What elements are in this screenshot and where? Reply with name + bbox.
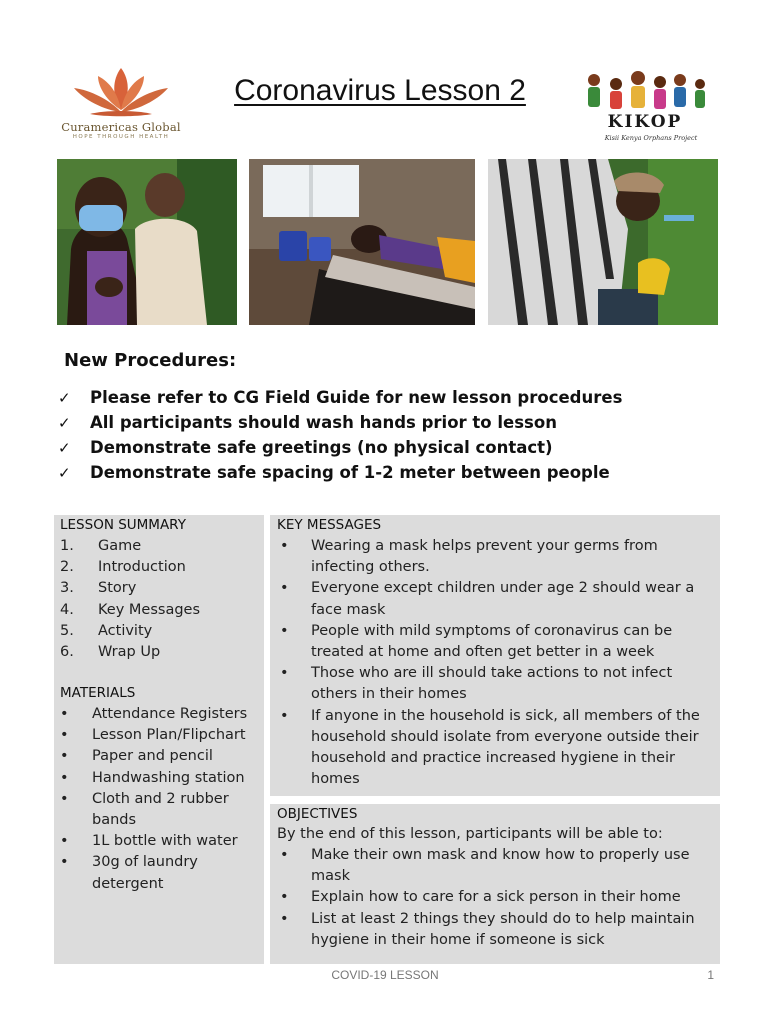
list-item bbox=[60, 557, 200, 578]
list-item bbox=[277, 536, 715, 578]
kikop-subtitle: Kisii Kenya Orphans Project bbox=[604, 134, 698, 142]
logo-tagline-text: HOPE THROUGH HEALTH bbox=[72, 134, 170, 140]
item-label: 30g of laundry detergent bbox=[92, 854, 198, 892]
bullet-icon: • bbox=[60, 833, 69, 850]
objectives-panel bbox=[270, 804, 720, 964]
item-label: Everyone except children under age 2 should wear a face mask bbox=[311, 580, 695, 618]
list-item bbox=[277, 663, 715, 705]
bullet-icon: • bbox=[280, 910, 289, 927]
list-item bbox=[60, 725, 260, 746]
bullet-icon: • bbox=[60, 748, 69, 765]
bullet-icon: • bbox=[280, 538, 289, 554]
lotus-logo-icon bbox=[68, 66, 174, 118]
page-title: Coronavirus Lesson 2 bbox=[234, 74, 526, 107]
item-label: Attendance Registers bbox=[92, 706, 248, 722]
list-item bbox=[60, 704, 260, 725]
item-label: Introduction bbox=[98, 559, 186, 576]
list-item bbox=[277, 621, 715, 663]
procedure-item bbox=[58, 387, 738, 412]
list-item bbox=[277, 909, 715, 951]
lesson-summary-list bbox=[60, 536, 200, 663]
list-item bbox=[60, 746, 260, 767]
item-number: 3. bbox=[60, 580, 74, 597]
item-label: List at least 2 things they should do to help maintain hygiene in their home if someone is sick bbox=[311, 910, 695, 948]
kikop-logo bbox=[576, 70, 716, 146]
item-number: 2. bbox=[60, 559, 74, 576]
footer-label: COVID-19 LESSON bbox=[331, 968, 439, 982]
list-item bbox=[277, 706, 715, 791]
item-label: If anyone in the household is sick, all members of the household should isolate from everyone outside their household and practice increased hygiene in their homes bbox=[311, 707, 700, 788]
item-number: 4. bbox=[60, 601, 74, 618]
materials-list bbox=[60, 704, 260, 895]
item-label: Story bbox=[98, 580, 137, 597]
list-item bbox=[60, 621, 200, 642]
materials-heading: MATERIALS bbox=[60, 685, 136, 701]
checkmark-icon: ✓ bbox=[58, 389, 71, 407]
lesson-summary-panel bbox=[54, 515, 264, 964]
procedure-item bbox=[58, 437, 738, 462]
page-header bbox=[0, 0, 770, 160]
item-label: People with mild symptoms of coronavirus can be treated at home and often get better in a week bbox=[311, 622, 673, 661]
lesson-summary-heading: LESSON SUMMARY bbox=[60, 517, 186, 533]
item-number: 1. bbox=[60, 538, 74, 554]
bullet-icon: • bbox=[280, 622, 289, 639]
bullet-icon: • bbox=[280, 665, 289, 682]
item-label: Handwashing station bbox=[92, 769, 245, 786]
item-label: Activity bbox=[98, 622, 153, 639]
list-item bbox=[60, 600, 200, 621]
item-label: Key Messages bbox=[98, 601, 201, 618]
item-label: Lesson Plan/Flipchart bbox=[92, 727, 246, 744]
objectives-list bbox=[277, 845, 715, 951]
checkmark-icon: ✓ bbox=[58, 414, 71, 432]
item-label: Wearing a mask helps prevent your germs from infecting others. bbox=[311, 538, 658, 576]
bullet-icon: • bbox=[280, 889, 289, 906]
bullet-icon: • bbox=[60, 854, 69, 871]
list-item bbox=[277, 887, 715, 908]
list-item bbox=[60, 852, 260, 894]
bullet-icon: • bbox=[60, 790, 69, 807]
curamericas-global-logo bbox=[56, 66, 186, 146]
procedures-list bbox=[58, 387, 738, 487]
procedure-item bbox=[58, 462, 738, 487]
item-number: 6. bbox=[60, 644, 74, 661]
woman-with-mask-holding-child-photo bbox=[57, 159, 237, 325]
bullet-icon: • bbox=[60, 769, 69, 786]
procedure-text: All participants should wash hands prior to lesson bbox=[90, 413, 557, 432]
procedure-item bbox=[58, 412, 738, 437]
list-item bbox=[60, 768, 260, 789]
checkmark-icon: ✓ bbox=[58, 439, 71, 457]
bullet-icon: • bbox=[280, 847, 289, 863]
procedure-text: Please refer to CG Field Guide for new lesson procedures bbox=[90, 388, 623, 407]
list-item bbox=[277, 578, 715, 620]
new-procedures-heading: New Procedures: bbox=[64, 350, 237, 371]
item-label: Wrap Up bbox=[98, 644, 161, 661]
item-number: 5. bbox=[60, 622, 74, 639]
list-item bbox=[60, 831, 260, 852]
procedure-text: Demonstrate safe spacing of 1-2 meter between people bbox=[90, 463, 610, 482]
bullet-icon: • bbox=[60, 706, 69, 722]
item-label: Paper and pencil bbox=[92, 748, 213, 765]
page-number: 1 bbox=[707, 968, 714, 982]
key-messages-heading: KEY MESSAGES bbox=[277, 517, 382, 533]
key-messages-list bbox=[277, 536, 715, 790]
kikop-wordmark: KIKOP bbox=[607, 112, 683, 132]
man-watering-garden-photo bbox=[488, 159, 718, 325]
list-item bbox=[60, 578, 200, 599]
item-label: Game bbox=[98, 538, 142, 554]
list-item bbox=[60, 789, 260, 831]
key-messages-panel bbox=[270, 515, 720, 796]
item-label: Make their own mask and know how to properly use mask bbox=[311, 847, 690, 885]
bullet-icon: • bbox=[60, 727, 69, 744]
item-label: 1L bottle with water bbox=[92, 833, 238, 850]
item-label: Cloth and 2 rubber bands bbox=[92, 790, 229, 829]
objectives-intro: By the end of this lesson, participants will be able to: bbox=[277, 826, 663, 842]
procedure-text: Demonstrate safe greetings (no physical contact) bbox=[90, 438, 553, 457]
person-resting-on-bed-photo bbox=[249, 159, 475, 325]
item-label: Those who are ill should take actions to not infect others in their homes bbox=[311, 665, 673, 703]
logo-brand-text: Curamericas Global bbox=[61, 120, 181, 134]
list-item bbox=[60, 536, 200, 557]
checkmark-icon: ✓ bbox=[58, 464, 71, 482]
list-item bbox=[60, 642, 200, 663]
list-item bbox=[277, 845, 715, 887]
item-label: Explain how to care for a sick person in their home bbox=[311, 889, 681, 906]
objectives-heading: OBJECTIVES bbox=[277, 806, 358, 822]
bullet-icon: • bbox=[280, 707, 289, 724]
bullet-icon: • bbox=[280, 580, 289, 597]
